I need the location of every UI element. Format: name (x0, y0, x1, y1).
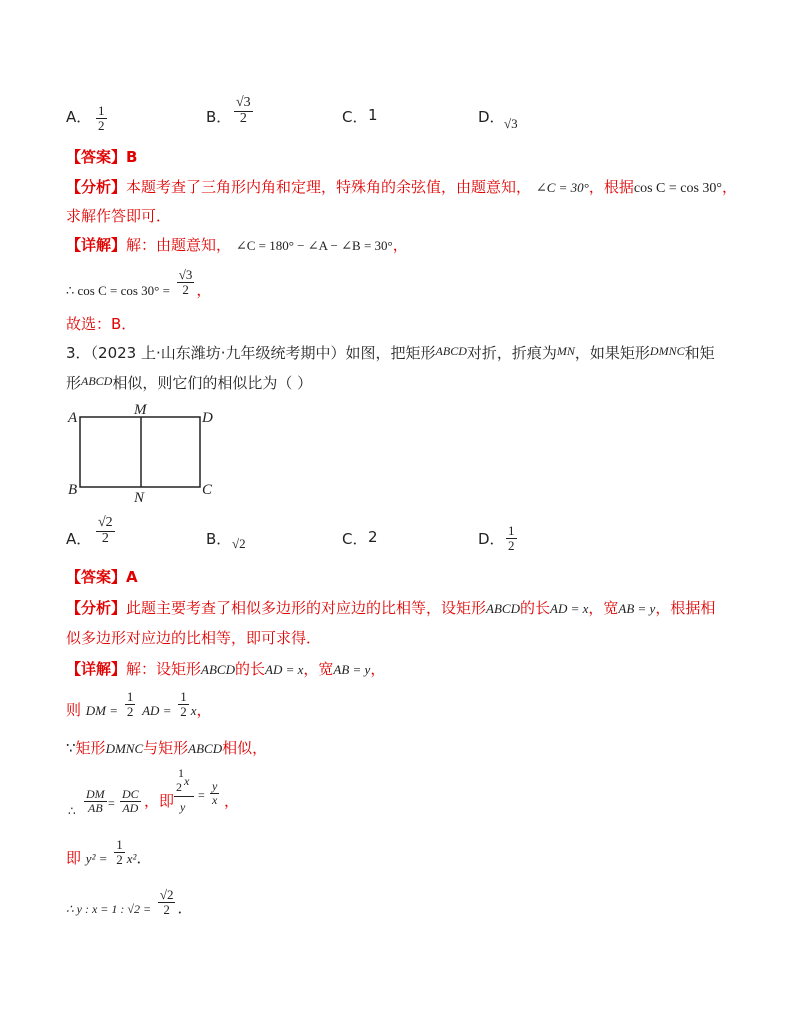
q2-detail-line1 (66, 234, 408, 255)
q3-option-d-den: 2 (508, 537, 515, 553)
q3-analysis-text2: 的长 (519, 599, 550, 617)
q3-m1: ABCD (435, 344, 467, 358)
q3-ratio-f3-bar (174, 796, 194, 797)
q3-option-a-num: √2 (98, 515, 113, 530)
q3-final-m: ∴ y : x = 1 : √2 = (66, 901, 152, 916)
q3-option-d-fraction (506, 524, 517, 552)
label-n: N (134, 490, 145, 506)
q2-analysis-text3: ， (722, 178, 738, 196)
q3-analysis-m3: AB = y (618, 601, 656, 616)
q2-analysis-line2: 求解作答即可． (66, 207, 172, 225)
q3-ratio-f4-num: y (212, 779, 218, 793)
q3-then-line (66, 684, 212, 724)
q2-therefore-den: 2 (182, 281, 189, 297)
q3-ratio-text: ，即 (144, 792, 175, 810)
q3-option-d-num: 1 (508, 523, 515, 538)
q2-option-d-value: √3 (504, 116, 518, 131)
q3-ie-m2: x² (126, 850, 137, 866)
q3-ratio-line (66, 766, 306, 826)
q2-detail-math1: ∠C = 180° − ∠A − ∠B = 30° (235, 238, 393, 253)
q3-detail-tag: 【详解】 (66, 660, 127, 678)
q3-since-line (66, 737, 267, 758)
q2-choice: 故选：B． (66, 315, 137, 333)
q3-detail-text1: 解：设矩形 (126, 660, 202, 678)
q3-since-m1: DMNC (105, 741, 144, 756)
q3-detail-text3: ，宽 (303, 660, 334, 678)
q3-ratio-f2-den: AD (122, 800, 139, 815)
q3-since-t2: 与矩形 (143, 739, 189, 757)
q3-analysis-m2: AD = x (550, 601, 589, 616)
q3-final-fraction (158, 888, 176, 916)
q3-detail-line1 (66, 658, 385, 679)
q3-ie-m1: y² = (85, 850, 108, 866)
q3-ratio-f4-den: x (212, 792, 218, 807)
q2-detail-text1: 解：由题意知， (126, 236, 232, 254)
q3-option-a-den: 2 (101, 530, 109, 546)
rectangle-abcd (80, 417, 200, 487)
q3-analysis-text3: ，宽 (588, 599, 619, 617)
q3-then-end: ， (196, 700, 212, 719)
q3-then-f1 (125, 690, 136, 718)
q3-final-line (66, 882, 193, 922)
q2-detail-tag: 【详解】 (66, 236, 127, 254)
q3-ratio-f1-den: AB (88, 800, 103, 815)
q3-ie-label: 即 (66, 848, 82, 867)
q2-option-a-fraction (96, 104, 107, 132)
q3-ratio-f3-den: y (180, 800, 186, 814)
q3-detail-m3: AB = y (333, 662, 371, 677)
q3-then-label: 则 (66, 700, 82, 719)
q3-source: （2023 上·山东潍坊·九年级统考期中） (90, 344, 346, 362)
q3-m2: MN (556, 344, 575, 358)
q3-final-den: 2 (163, 901, 170, 917)
q2-analysis-line1 (66, 176, 737, 197)
q2-analysis-text1: 本题考查了三角形内角和定理，特殊角的余弦值，由题意知， (126, 178, 532, 196)
q3-ratio-f4 (210, 780, 219, 806)
q3-since-t1: 矩形 (75, 739, 106, 757)
q2-options (66, 95, 666, 140)
q3-since-m2: ABCD (188, 741, 223, 756)
q3-ratio-eq2: = (198, 788, 205, 802)
q2-analysis-math2: cos C = cos 30° (633, 181, 723, 196)
q3-final-end: ． (177, 898, 193, 917)
q3-since-label: ∵ (66, 739, 76, 757)
q2-analysis-text2: ，根据 (588, 178, 634, 196)
q3-option-d-label: D． (478, 530, 505, 548)
q3-ratio-f3-top: 1 (178, 766, 184, 780)
q3-detail-m1: ABCD (201, 662, 235, 677)
q3-ratio-f1 (84, 788, 107, 814)
q3-analysis-m1: ABCD (486, 601, 520, 616)
q3-ie-f-num: 1 (116, 837, 123, 852)
q3-ie-line (66, 832, 151, 872)
q3-analysis-text4: ，根据相 (655, 599, 716, 617)
q3-m3: DMNC (649, 344, 685, 358)
q3-then-m2: AD = (142, 702, 172, 718)
q2-analysis-tag: 【分析】 (66, 178, 127, 196)
q2-therefore-end: ， (196, 280, 212, 299)
q3-text1: 如图，把矩形 (345, 344, 436, 362)
q3-option-c-value: 2 (368, 528, 378, 546)
q2-option-c-label: C． (342, 108, 368, 126)
q2-therefore-line (66, 262, 211, 302)
q3-ratio-end: ， (224, 792, 240, 810)
q2-option-b-fraction (234, 96, 253, 126)
q3-option-b-label: B． (206, 530, 232, 548)
q3-since-t3: 相似， (222, 739, 268, 757)
q3-option-b-value: √2 (232, 536, 246, 551)
q3-then-f2-den: 2 (180, 703, 187, 719)
q3-ratio-f1-num: DM (86, 787, 105, 801)
q3-then-f1-num: 1 (126, 689, 134, 704)
label-c: C (202, 482, 213, 498)
q3-then-f2 (178, 690, 189, 718)
q3-analysis-text1: 此题主要考查了相似多边形的对应边的比相等，设矩形 (126, 599, 487, 617)
q3-ratio-f2 (120, 788, 141, 814)
q3-final-num: √2 (159, 887, 174, 902)
label-m: M (134, 402, 147, 418)
q3-analysis-line1 (66, 597, 715, 618)
q3-ratio-f3-x: x (184, 774, 190, 788)
q3-option-a-label: A． (66, 530, 92, 548)
q3-stem-line2 (66, 372, 312, 393)
q3-ie-end: ． (136, 848, 152, 867)
q3-text3: ，如果矩形 (574, 344, 650, 362)
q2-analysis-math1: ∠C = 30° (535, 180, 589, 195)
q2-option-d-label: D． (478, 108, 505, 126)
q2-option-b-num: √3 (236, 95, 251, 110)
q2-therefore-fraction (177, 268, 195, 296)
q3-option-a-fraction (96, 516, 115, 546)
q2-option-b-den: 2 (239, 110, 247, 126)
q3-line2-text2: 相似，则它们的相似比为（ ） (112, 374, 313, 392)
q3-number: 3． (66, 344, 91, 362)
q3-ratio-therefore: ∴ (68, 804, 76, 818)
q2-option-a-num: 1 (98, 103, 105, 118)
q3-ie-fraction (114, 838, 125, 866)
q3-detail-text4: ， (370, 660, 386, 678)
q3-options (66, 516, 666, 556)
q2-option-a-den: 2 (98, 117, 105, 133)
q3-analysis-tag: 【分析】 (66, 599, 127, 617)
q3-ratio-f3-mid: 2 (176, 780, 182, 794)
label-d: D (202, 410, 213, 426)
q3-line2-m: ABCD (81, 374, 113, 388)
q3-ratio-eq: = (108, 796, 115, 810)
q3-then-m3: x (190, 702, 197, 718)
rectangle-figure (62, 398, 232, 506)
q3-then-m1: DM = (85, 702, 119, 718)
q2-option-a-label: A． (66, 108, 92, 126)
q2-therefore-expr: ∴ cos C = cos 30° = (66, 282, 170, 298)
q3-text2: 对折，折痕为 (466, 344, 557, 362)
q3-then-f1-den: 2 (126, 703, 134, 719)
q3-detail-text2: 的长 (234, 660, 265, 678)
q3-line2-text1: 形 (66, 374, 82, 392)
q3-text4: 和矩 (684, 344, 715, 362)
q2-answer: 【答案】B (66, 148, 138, 166)
q2-option-b-label: B． (206, 108, 232, 126)
label-a: A (68, 410, 78, 426)
q3-stem-line1 (66, 342, 715, 363)
q3-option-c-label: C． (342, 530, 368, 548)
q3-detail-m2: AD = x (265, 662, 304, 677)
q2-therefore-num: √3 (178, 267, 193, 282)
q2-option-c-value: 1 (368, 106, 378, 124)
q3-ratio-f2-num: DC (122, 787, 139, 801)
q3-then-f2-num: 1 (180, 689, 187, 704)
q3-analysis-line2: 似多边形对应边的比相等，即可求得． (66, 629, 322, 647)
q3-answer: 【答案】A (66, 568, 138, 586)
q3-ie-f-den: 2 (116, 851, 123, 867)
label-b: B (68, 482, 78, 498)
q2-detail-comma: ， (392, 236, 408, 254)
